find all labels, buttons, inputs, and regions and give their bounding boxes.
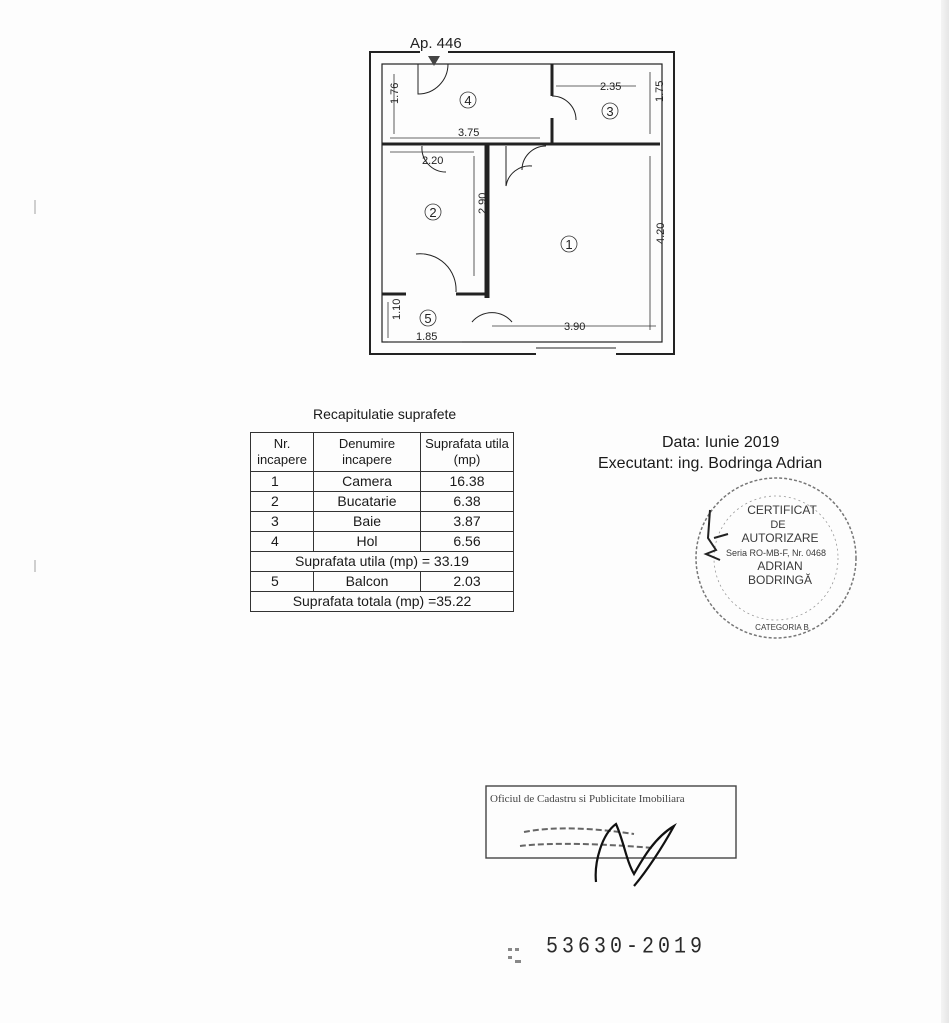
header-nr: Nr. incapere [251, 433, 314, 472]
room-number-5: 5 [424, 311, 432, 326]
dim-camera-height: 4.20 [655, 222, 667, 244]
row-name: Balcon [314, 572, 421, 592]
room-number-3: 3 [606, 104, 614, 119]
document-date: Data: Iunie 2019 [662, 434, 780, 451]
outer-wall [370, 52, 674, 354]
dim-baie-height: 1.75 [654, 80, 666, 102]
door-hol-room [506, 146, 532, 186]
row-nr: 2 [251, 492, 314, 512]
signature [596, 824, 674, 886]
door-baie [552, 96, 576, 120]
table-row [251, 512, 514, 532]
row-area: 16.38 [421, 472, 514, 492]
stamp-line1: CERTIFICAT [747, 503, 817, 517]
area-summary-table [250, 432, 514, 612]
grand-total: Suprafata totala (mp) =35.22 [251, 592, 514, 612]
dim-baie-width: 2.35 [600, 81, 622, 93]
scan-artifact [34, 200, 36, 214]
stamp-name1: ADRIAN [757, 559, 803, 573]
room-number-4: 4 [464, 93, 472, 108]
inner-wall-line [382, 64, 662, 342]
row-area: 3.87 [421, 512, 514, 532]
dim-bucatarie-width: 2.20 [422, 155, 444, 167]
room-number-1: 1 [565, 237, 573, 252]
row-name: Baie [314, 512, 421, 532]
dim-balcon-width: 1.85 [416, 331, 438, 343]
row-nr: 5 [251, 572, 314, 592]
room-number-2: 2 [429, 205, 437, 220]
scan-artifact [34, 560, 36, 572]
useful-total: Suprafata utila (mp) = 33.19 [251, 552, 514, 572]
door-bucatarie-balcon [416, 254, 456, 292]
door-balcon [472, 313, 512, 322]
header-area: Suprafata utila (mp) [421, 433, 514, 472]
dim-bucatarie-height: 2.90 [477, 192, 489, 214]
grand-total-row [251, 592, 514, 612]
row-area: 6.38 [421, 492, 514, 512]
stamp-line3: AUTORIZARE [741, 531, 819, 545]
table-row [251, 492, 514, 512]
row-area: 6.56 [421, 532, 514, 552]
row-nr: 3 [251, 512, 314, 532]
row-nr: 1 [251, 472, 314, 492]
dim-balcon-height: 1.10 [391, 298, 403, 320]
dim-hol-width: 3.75 [458, 127, 480, 139]
table-caption: Recapitulatie suprafete [313, 406, 457, 422]
row-name: Bucatarie [314, 492, 421, 512]
ocpi-stamp [484, 782, 744, 902]
cadastral-number: 53630-2019 [546, 934, 707, 961]
floor-plan [360, 26, 685, 366]
stamp-series: Seria RO-MB-F, Nr. 0468 [725, 548, 827, 558]
row-nr: 4 [251, 532, 314, 552]
authorization-stamp [680, 468, 870, 648]
apartment-label: Ap. 446 [410, 35, 462, 52]
row-area: 2.03 [421, 572, 514, 592]
stamp-category: CATEGORIA B [755, 623, 809, 632]
table-header-row [251, 433, 514, 472]
cadastral-mark-icon [506, 944, 524, 966]
dim-hol-height: 1.76 [389, 82, 401, 104]
stamp-name2: BODRINGĂ [747, 573, 813, 587]
row-name: Camera [314, 472, 421, 492]
stamp-line2: DE [770, 519, 786, 531]
table-row [251, 572, 514, 592]
table-row [251, 532, 514, 552]
dim-camera-width: 3.90 [564, 321, 586, 333]
executant-name: Executant: ing. Bodringa Adrian [598, 455, 823, 472]
useful-total-row [251, 552, 514, 572]
page-edge [941, 0, 949, 1023]
header-name: Denumire incapere [314, 433, 421, 472]
row-name: Hol [314, 532, 421, 552]
ocpi-header: Oficiul de Cadastru si Publicitate Imobiliara [490, 793, 685, 805]
table-row [251, 472, 514, 492]
door-entry [418, 64, 448, 94]
stamp-signature [706, 510, 728, 560]
